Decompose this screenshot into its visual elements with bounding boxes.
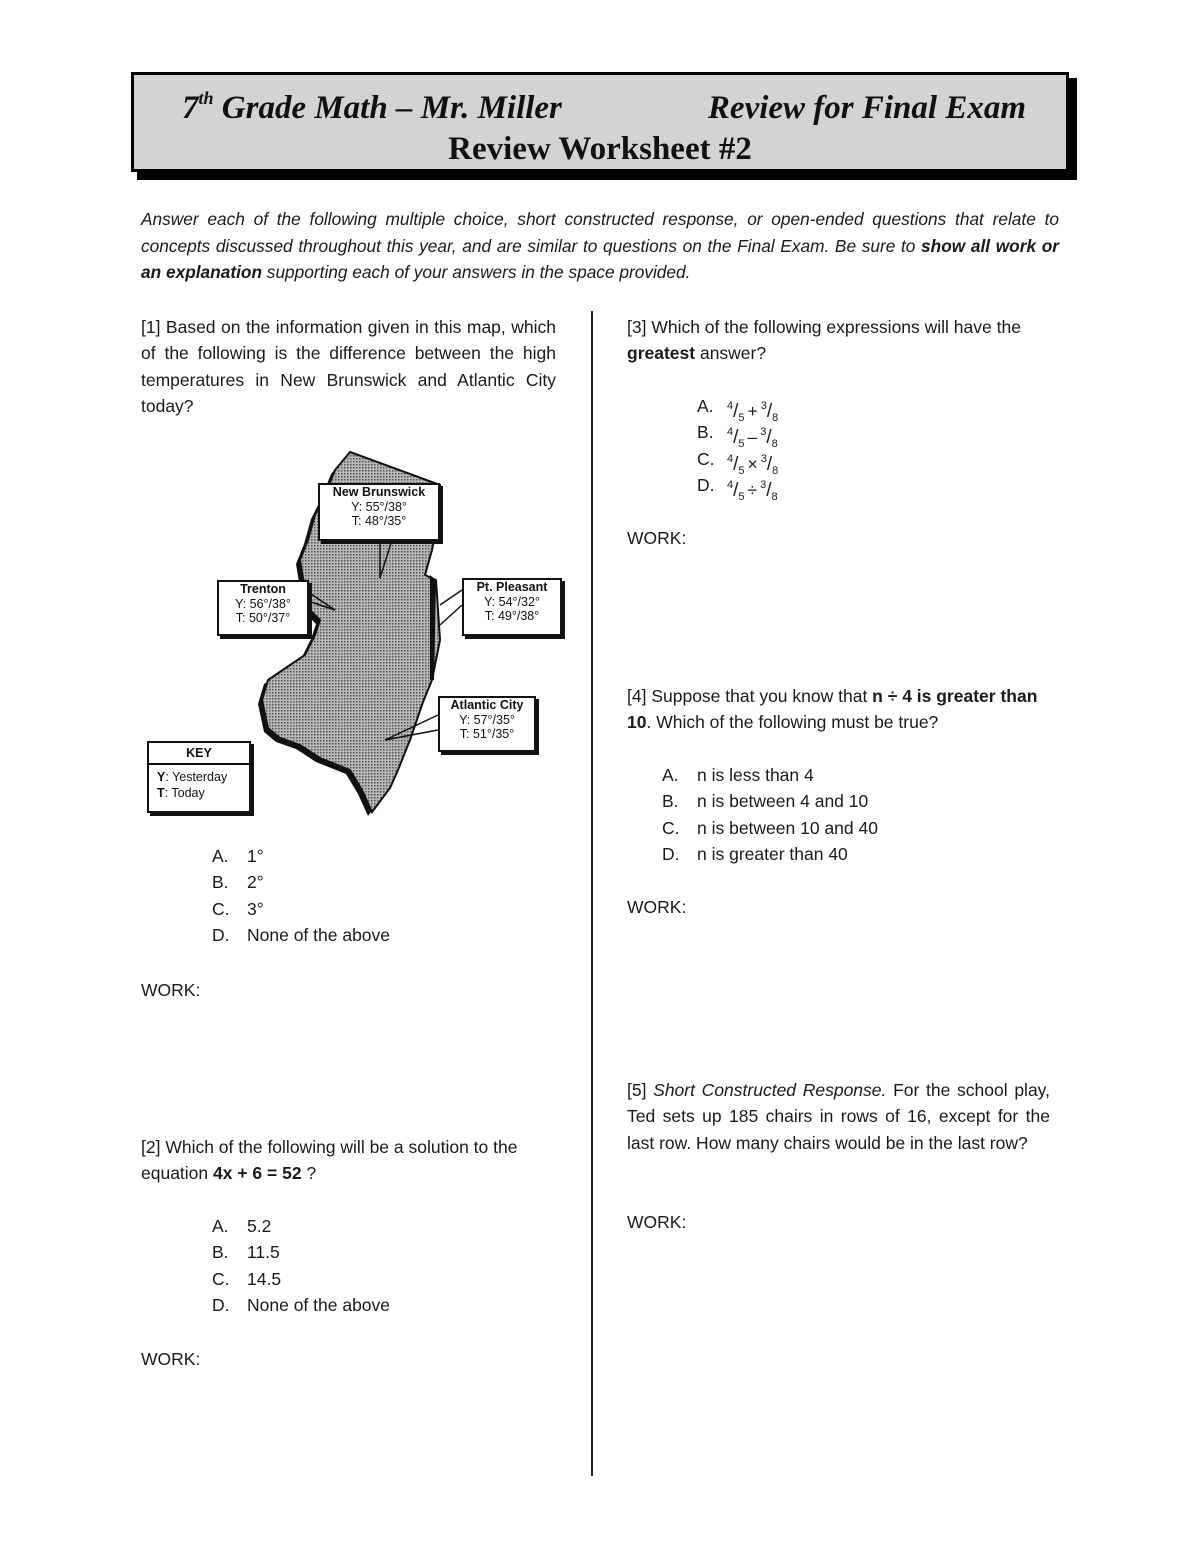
choice-c[interactable] [212, 896, 390, 922]
course-teacher: Grade Math – Mr. Miller [213, 90, 562, 126]
question-4-text: [4] Suppose that you know that [627, 686, 873, 706]
choice-letter: B. [212, 872, 229, 893]
yesterday-temp: Y: 55°/38° [351, 499, 407, 514]
yesterday-temp: Y: 57°/35° [459, 712, 515, 727]
instructions-text-1: Answer each of the following multiple choice, short constructed response, or open-ended questions that relate to concepts discussed throughout this year, and are similar to questions on the Final Exam. Be sure to [141, 209, 1059, 256]
exam-title: Review for Final Exam [707, 90, 1026, 126]
fraction-expression: $^4/_5 + ^3/_8$ [727, 400, 779, 424]
map-key [147, 741, 251, 813]
choice-c[interactable] [697, 446, 779, 477]
choice-text: n is between 10 and 40 [697, 817, 878, 838]
choice-c[interactable] [662, 815, 878, 841]
city-name: Pt. Pleasant [476, 580, 548, 594]
callout-new-brunswick [318, 483, 440, 541]
question-5-number: [5] [627, 1080, 654, 1100]
choice-letter: C. [212, 1268, 230, 1289]
choice-a[interactable] [697, 393, 779, 424]
choice-d[interactable] [212, 922, 390, 948]
grade-number: 7 [182, 90, 199, 126]
worksheet-title: Review Worksheet #2 [448, 131, 752, 167]
question-5-type: Short Constructed Response. [653, 1080, 887, 1100]
choice-text: 3° [247, 898, 264, 919]
instructions-emphasis: show all work or an explanation [141, 235, 1059, 282]
question-4-emphasis: n ÷ 4 is greater than 10 [627, 686, 1038, 733]
choice-letter: D. [212, 924, 230, 945]
work-label-q4: WORK: [627, 897, 687, 917]
title-banner [131, 72, 1069, 172]
question-4-text-end: . Which of the following must be true? [646, 712, 939, 733]
city-name: Atlantic City [450, 698, 524, 712]
today-temp: T: 48°/35° [351, 514, 407, 528]
course-title [182, 85, 562, 131]
choice-text: None of the above [247, 1294, 391, 1315]
work-label-q1: WORK: [141, 980, 201, 1000]
column-divider [591, 311, 593, 1476]
choice-letter: D. [212, 1294, 230, 1315]
choice-text: 14.5 [247, 1268, 282, 1289]
fraction-expression: $^4/_5 \div ^3/_8$ [727, 478, 778, 503]
question-3-emphasis: greatest [627, 343, 696, 364]
question-2-text-end: ? [301, 1163, 317, 1184]
question-3 [627, 314, 1057, 367]
yesterday-temp: Y: 56°/38° [235, 596, 291, 611]
key-today [149, 785, 249, 801]
grade-suffix: th [198, 88, 214, 108]
yesterday-temp: Y: 54°/32° [484, 594, 540, 609]
callout-trenton [217, 580, 309, 636]
choice-letter: B. [212, 1242, 229, 1263]
question-3-text-end: answer? [695, 343, 767, 364]
choice-text: n is between 4 and 10 [697, 791, 869, 812]
question-3-text: [3] Which of the following expressions will have the [627, 317, 1021, 337]
callout-pt-pleasant [462, 578, 562, 636]
fraction-expression: $^4/_5 - ^3/_8$ [727, 426, 778, 451]
question-2-equation: 4x + 6 = 52 [213, 1163, 302, 1184]
choice-b[interactable] [662, 788, 878, 814]
question-4-choices [662, 762, 878, 867]
question-2-text: [2] Which of the following will be a solution to the equation [141, 1137, 518, 1184]
choice-text: 1° [247, 846, 264, 866]
title-line-1 [134, 85, 1066, 131]
choice-a[interactable] [212, 843, 390, 869]
work-label-q3: WORK: [627, 528, 687, 548]
fraction-expression: $^4/_5 \times ^3/_8$ [727, 452, 779, 477]
nj-temperature-map [140, 440, 570, 820]
choice-letter: D. [697, 474, 715, 495]
question-1-choices [212, 843, 390, 948]
choice-text: n is less than 4 [697, 765, 814, 785]
choice-letter: A. [212, 1216, 229, 1236]
instructions-text-2: supporting each of your answers in the space provided. [262, 262, 691, 282]
choice-d[interactable] [662, 841, 878, 867]
key-title: KEY [149, 743, 249, 765]
key-y-label: Y [157, 770, 166, 784]
choice-d[interactable] [697, 472, 778, 503]
choice-letter: B. [697, 422, 714, 443]
question-5-text: For the school play, Ted sets up 185 chairs in rows of 16, except for the last row. How many chairs would be in the last row? [627, 1080, 1050, 1153]
choice-text: None of the above [247, 924, 391, 945]
choice-text: 2° [247, 872, 264, 893]
choice-letter: B. [662, 791, 679, 812]
instructions [141, 206, 1059, 286]
work-label-q5: WORK: [627, 1212, 687, 1232]
question-5 [627, 1077, 1050, 1156]
choice-d[interactable] [212, 1292, 390, 1318]
choice-text: n is greater than 40 [697, 843, 848, 864]
choice-text: 5.2 [247, 1216, 272, 1236]
work-label-q2: WORK: [141, 1349, 201, 1369]
choice-b[interactable] [697, 419, 778, 451]
today-temp: T: 49°/38° [484, 609, 540, 623]
today-temp: T: 50°/37° [235, 611, 291, 625]
choice-a[interactable] [662, 762, 878, 788]
choice-letter: A. [697, 396, 714, 416]
choice-text: 11.5 [247, 1242, 280, 1263]
key-y-text: : Yesterday [165, 770, 228, 784]
question-2 [141, 1134, 561, 1187]
choice-letter: C. [697, 448, 715, 469]
choice-letter: A. [662, 765, 679, 785]
choice-b[interactable] [212, 869, 390, 895]
today-temp: T: 51°/35° [459, 727, 515, 741]
choice-letter: A. [212, 846, 229, 866]
choice-letter: C. [662, 817, 680, 838]
question-1: [1] Based on the information given in this map, which of the following is the difference between the high temperatures in New Brunswick and Atlantic City today? [141, 317, 556, 416]
key-yesterday [149, 769, 249, 785]
callout-atlantic-city [438, 696, 536, 752]
question-2-choices [212, 1213, 390, 1318]
choice-b[interactable] [212, 1239, 390, 1265]
choice-letter: C. [212, 898, 230, 919]
key-t-text: : Today [164, 786, 205, 800]
question-3-choices [697, 393, 779, 503]
question-4 [627, 683, 1057, 736]
key-t-label: T [157, 786, 165, 800]
choice-letter: D. [662, 843, 680, 864]
city-name: Trenton [240, 582, 286, 596]
choice-a[interactable] [212, 1213, 390, 1239]
city-name: New Brunswick [332, 485, 426, 499]
choice-c[interactable] [212, 1266, 390, 1292]
